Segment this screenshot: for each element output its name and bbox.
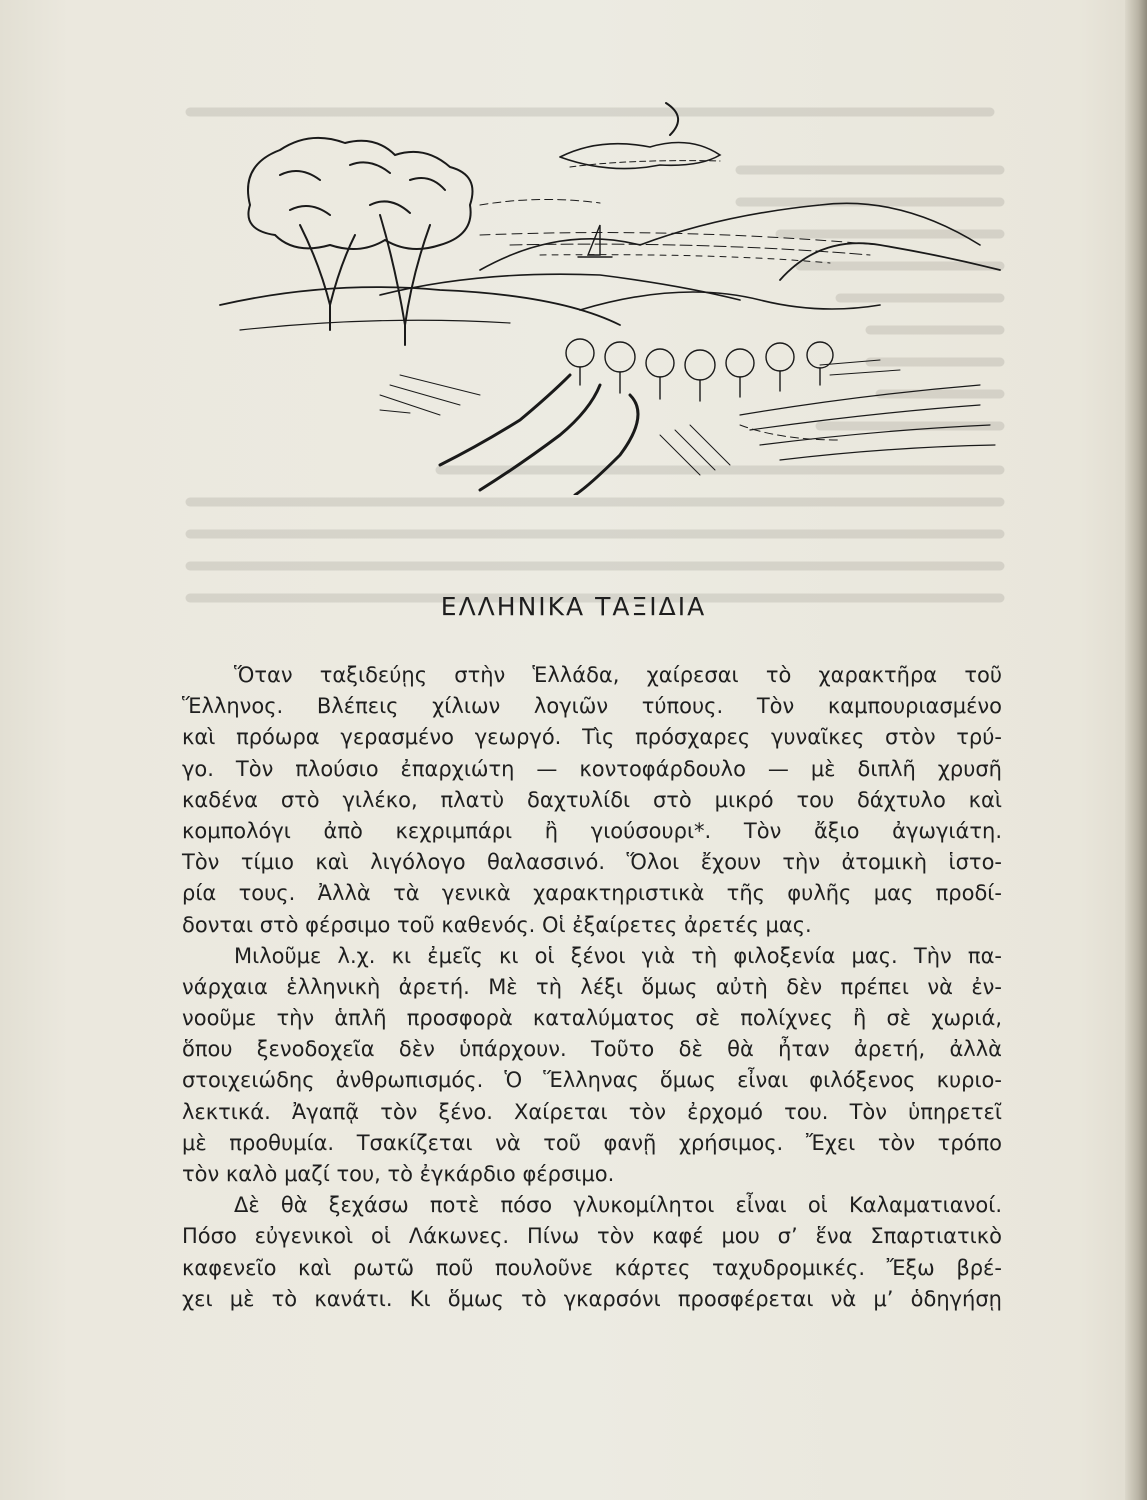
text-line: Ἕλληνος. Βλέπεις χίλιων λογιῶν τύπους. Τὸν καμπουριασμένο: [182, 694, 1002, 719]
text-line: Μιλοῦμε λ.χ. κι ἐμεῖς κι οἱ ξένοι γιὰ τὴ φιλοξενία μας. Τὴν πα-: [234, 943, 1002, 968]
text-line: καδένα στὸ γιλέκο, πλατὺ δαχτυλίδι στὸ μικρό του δάχτυλο καὶ: [182, 787, 1002, 812]
text-line: στοιχειώδης ἀνθρωπισμός. Ὁ Ἕλληνας ὅμως εἶναι φιλόξενος κυριο-: [182, 1068, 1002, 1093]
text-line: Ὅταν ταξιδεύῃς στὴν Ἑλλάδα, χαίρεσαι τὸ χαρακτῆρα τοῦ: [234, 663, 1002, 687]
text-line: τὸν καλὸ μαζί του, τὸ ἐγκάρδιο φέρσιμο.: [182, 1162, 615, 1186]
body-text: [182, 660, 1002, 1315]
text-line: καὶ πρόωρα γερασμένο γεωργό. Τὶς πρόσχαρες γυναῖκες στὸν τρύ-: [182, 725, 1002, 750]
text-line: Τὸν τίμιο καὶ λιγόλογο θαλασσινό. Ὅλοι ἔχουν τὴν ἀτομικὴ ἱστο-: [182, 850, 1002, 875]
text-line: νάρχαια ἑλληνικὴ ἀρετή. Μὲ τὴ λέξι ὅμως αὐτὴ δὲν πρέπει νὰ ἐν-: [182, 974, 1002, 999]
text-line: γο. Τὸν πλούσιο ἐπαρχιώτη — κοντοφάρδουλο — μὲ διπλῆ χρυσῆ: [182, 756, 1002, 781]
text-line: κομπολόγι ἀπὸ κεχριμπάρι ἢ γιούσουρι*. Τὸν ἄξιο ἀγωγιάτη.: [182, 818, 1002, 843]
text-line: δονται στὸ φέρσιμο τοῦ καθενός. Οἱ ἐξαίρετες ἀρετές μας.: [182, 912, 812, 937]
text-line: λεκτικά. Ἀγαπᾷ τὸν ξένο. Χαίρεται τὸν ἐρχομό του. Τὸν ὑπηρετεῖ: [182, 1099, 1002, 1124]
page-title: ΕΛΛΗΝΙΚΑ ΤΑΞΙΔΙΑ: [440, 592, 707, 621]
text-line: καφενεῖο καὶ ρωτῶ ποῦ πουλοῦνε κάρτες ταχυδρομικές. Ἔξω βρέ-: [182, 1255, 1002, 1280]
sailboat-icon: [578, 225, 612, 257]
text-line: ρία τους. Ἀλλὰ τὰ γενικὰ χαρακτηριστικὰ τῆς φυλῆς μας προδί-: [182, 881, 1002, 906]
text-line: μὲ προθυμία. Τσακίζεται νὰ τοῦ φανῇ χρήσιμος. Ἔχει τὸν τρόπο: [182, 1130, 1002, 1155]
text-line: Πόσο εὐγενικοὶ οἱ Λάκωνες. Πίνω τὸν καφέ μου σ’ ἕνα Σπαρτιατικὸ: [182, 1224, 1002, 1249]
text-line: χει μὲ τὸ κανάτι. Κι ὅμως τὸ γκαρσόνι προσφέρεται νὰ μ’ ὁδηγήσῃ: [182, 1286, 1002, 1311]
moon-icon: [666, 103, 678, 135]
text-line: νοοῦμε τὴν ἁπλῆ προσφορὰ καταλύματος σὲ πολίχνες ἢ σὲ χωριά,: [182, 1006, 1002, 1031]
landscape-illustration: [180, 95, 1010, 495]
text-line: ὅπου ξενοδοχεῖα δὲν ὑπάρχουν. Τοῦτο δὲ θὰ ἦταν ἀρετή, ἀλλὰ: [182, 1037, 1002, 1062]
text-line: Δὲ θὰ ξεχάσω ποτὲ πόσο γλυκομίλητοι εἶναι οἱ Καλαματιανοί.: [234, 1193, 1002, 1218]
page-edge-shadow: [1125, 0, 1147, 1500]
tree-icon: [248, 138, 473, 345]
